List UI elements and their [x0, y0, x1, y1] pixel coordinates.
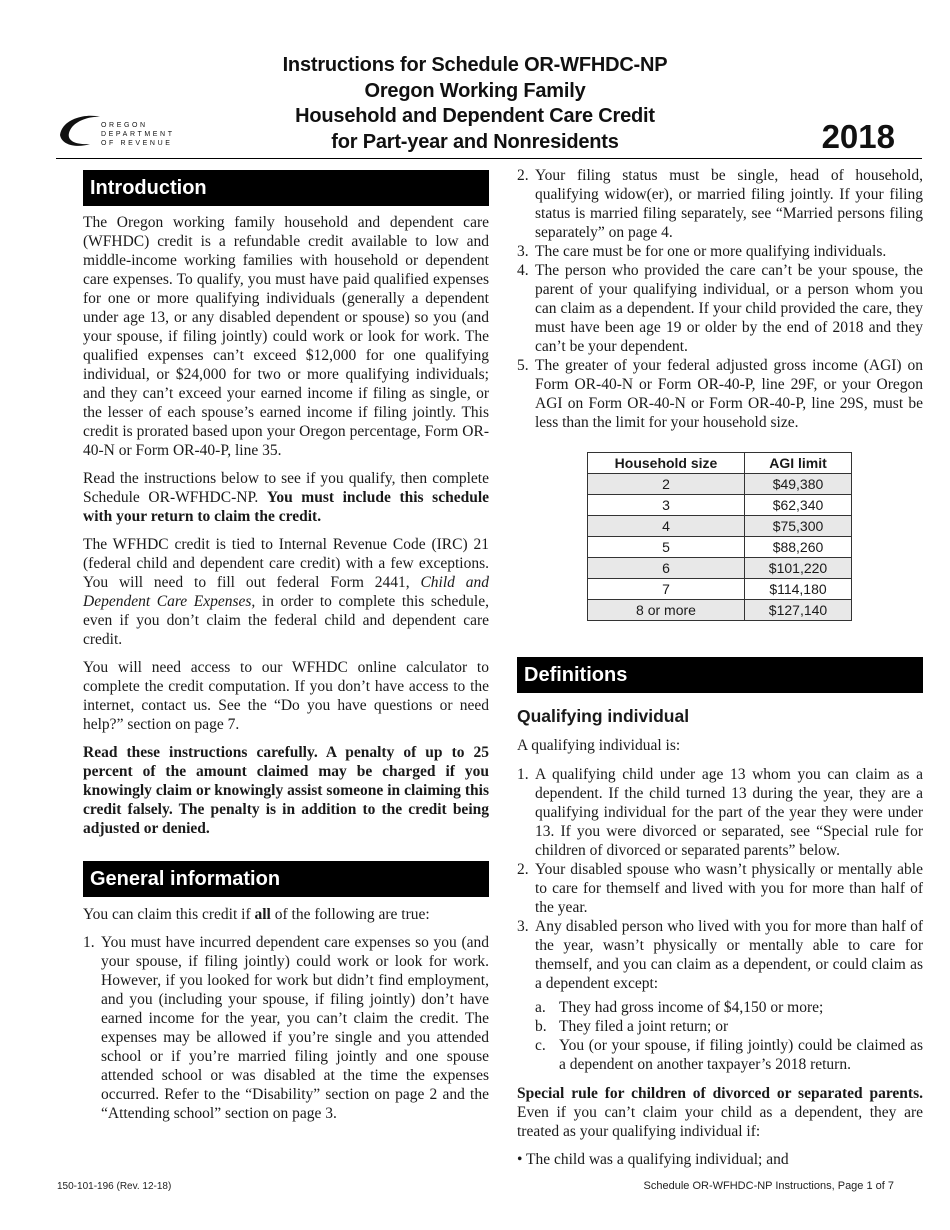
introduction-heading: Introduction: [83, 170, 489, 206]
table-row: [588, 516, 852, 537]
general-information-heading: General information: [83, 861, 489, 897]
table-row: [588, 537, 852, 558]
column-header-household-size: Household size: [588, 453, 745, 474]
exception-item: a. They had gross income of $4,150 or more;: [535, 999, 824, 1016]
definition-item: 1. A qualifying child under age 13 whom you can claim as a dependent. If the child turned 13 during the year, they are a qualifying individual for the part of the year they were under 13. If you were divorced or separated, see “Special rule for children of divorced or separated parents” below.: [517, 766, 923, 859]
household-size-cell: 4: [588, 516, 745, 537]
logo-line-2: DEPARTMENT: [101, 131, 175, 138]
household-size-cell: 7: [588, 579, 745, 600]
title-line-2: Oregon Working Family: [364, 79, 586, 102]
intro-paragraph-2: Read the instructions below to see if you qualify, then complete Schedule OR-WFHDC-NP. You must include this schedule with your return to claim the credit.: [83, 470, 490, 525]
definitions-heading: Definitions: [517, 657, 923, 693]
qualifying-individual-lead: A qualifying individual is:: [517, 737, 681, 754]
left-column: [83, 170, 489, 1123]
table-header-row: [588, 453, 852, 474]
special-rule-paragraph: Special rule for children of divorced or separated parents. Even if you can’t claim your child as a dependent, they are treated as your qualifying individual if:: [517, 1085, 923, 1140]
definition-item: 2. Your disabled spouse who wasn’t physically or mentally able to care for themself and lived with you for more than half of the year.: [517, 861, 923, 916]
exception-sublist: [517, 998, 923, 1074]
penalty-warning: Read these instructions carefully. A penalty of up to 25 percent of the amount claimed may be charged if you knowingly claim or knowingly assist someone in claiming this credit falsely. The penalty is in addition to the credit being adjusted or denied.: [83, 744, 489, 837]
intro-paragraph-4: You will need access to our WFHDC online calculator to complete the credit computation. If you don’t have access to the internet, contact us. See the “Do you have questions or need help?” section on page 7.: [83, 659, 489, 733]
title-line-1: Instructions for Schedule OR-WFHDC-NP: [282, 54, 668, 76]
agi-limit-table: [587, 452, 852, 621]
title-line-3: Household and Dependent Care Credit: [295, 105, 655, 127]
household-size-cell: 8 or more: [588, 600, 745, 621]
title-line-4: for Part-year and Nonresidents: [331, 130, 619, 153]
requirement-item: 1. You must have incurred dependent care expenses so you (and your spouse, if filing jointly) could work or look for work. However, if you looked for work but didn’t find employment, and you (including your spouse, if filing jointly) don’t have earned income for the year, you can’t claim the credit. The expenses may be allowed if you’re single and you attended school or if you’re married filing jointly and one spouse attended school or was disabled at the time the expenses occurred. Refer to the “Disability” section on page 2 and the “Attending school” section on page 3.: [83, 934, 489, 1122]
requirement-item: 3. The care must be for one or more qualifying individuals.: [517, 243, 887, 260]
table-row: [588, 600, 852, 621]
column-header-agi-limit: AGI limit: [745, 453, 852, 474]
exception-item: c. You (or your spouse, if filing jointly) could be claimed as a dependent on another taxpayer’s 2018 return.: [535, 1037, 923, 1073]
agi-limit-cell: $75,300: [745, 516, 852, 537]
household-size-cell: 5: [588, 537, 745, 558]
agi-limit-cell: $101,220: [745, 558, 852, 579]
requirement-item: 2. Your filing status must be single, head of household, qualifying widow(er), or married filing jointly. If your filing status is married filing separately, see “Married persons filing separately” on page 4.: [517, 167, 923, 241]
page-number: Schedule OR-WFHDC-NP Instructions, Page 1 of 7: [643, 1180, 894, 1192]
logo-line-3: OF REVENUE: [101, 140, 173, 147]
qualifying-individual-list: [517, 765, 923, 1074]
special-rule-bullet: • The child was a qualifying individual; and: [517, 1151, 789, 1168]
requirement-item: 5. The greater of your federal adjusted gross income (AGI) on Form OR-40-N or Form OR-40-P, line 29F, or your Oregon AGI on Form OR-40-N or Form OR-40-P, line 29S, must be less than the limit for your household size.: [517, 357, 923, 431]
document-title: [245, 53, 705, 155]
agi-limit-cell: $127,140: [745, 600, 852, 621]
oregon-dor-logo: [56, 111, 176, 153]
agi-limit-cell: $62,340: [745, 495, 852, 516]
form-revision-number: 150-101-196 (Rev. 12-18): [57, 1181, 172, 1192]
exception-item: b. They filed a joint return; or: [535, 1018, 729, 1035]
right-column: [517, 166, 923, 1169]
household-size-cell: 6: [588, 558, 745, 579]
intro-paragraph-3: The WFHDC credit is tied to Internal Revenue Code (IRC) 21 (federal child and dependent care credit) with a few exceptions. You will need to fill out federal Form 2441, Child and Dependent Care Expenses, in order to complete this schedule, even if you don’t claim the federal child and dependent care credit.: [83, 536, 490, 648]
agi-limit-cell: $88,260: [745, 537, 852, 558]
requirements-list-part-2: [517, 166, 923, 432]
agi-limit-cell: $49,380: [745, 474, 852, 495]
tax-year: 2018: [821, 118, 895, 155]
household-size-cell: 2: [588, 474, 745, 495]
general-info-lead: You can claim this credit if all of the following are true:: [83, 906, 430, 923]
requirement-item: 4. The person who provided the care can’t be your spouse, the parent of your qualifying individual, or a person whom you can claim as a dependent. If your child provided the care, they must have been age 19 or older by the end of 2018 and they can’t be your dependent.: [517, 262, 923, 355]
table-row: [588, 474, 852, 495]
agi-limit-cell: $114,180: [745, 579, 852, 600]
definition-item: 3. Any disabled person who lived with you for more than half of the year, wasn’t physically or mentally able to care for themself, and you can claim as a dependent, or could claim as a dependent except: a. They had gross income of $4,150 or more; b. They filed a joint return; or c. You (or your spouse, if filing jointly) could be claimed as a dependent on another taxpayer’s 2018 return.: [517, 918, 923, 1073]
table-row: [588, 495, 852, 516]
qualifying-individual-heading: Qualifying individual: [517, 706, 690, 726]
header-divider: [56, 158, 922, 159]
intro-paragraph-1: The Oregon working family household and dependent care (WFHDC) credit is a refundable credit available to low and middle-income working families with household or dependent care expenses. To qualify, you must have paid qualified expenses for one or more qualifying individuals (generally a dependent under age 13, or any disabled dependent or spouse) so you (and your spouse, if filing jointly) could work or look for work. The qualified expenses can’t exceed $12,000 for one qualifying individual, or $24,000 for two or more qualifying individuals; and they can’t exceed your earned income if filing as single, or the lesser of each spouse’s earned income if filing jointly. This credit is prorated based upon your Oregon percentage, Form OR-40-N or Form OR-40-P, line 35.: [83, 214, 489, 459]
table-row: [588, 558, 852, 579]
requirements-list-part-1: [83, 933, 489, 1123]
household-size-cell: 3: [588, 495, 745, 516]
logo-line-1: OREGON: [101, 122, 148, 129]
logo-text: [101, 121, 175, 148]
table-row: [588, 579, 852, 600]
